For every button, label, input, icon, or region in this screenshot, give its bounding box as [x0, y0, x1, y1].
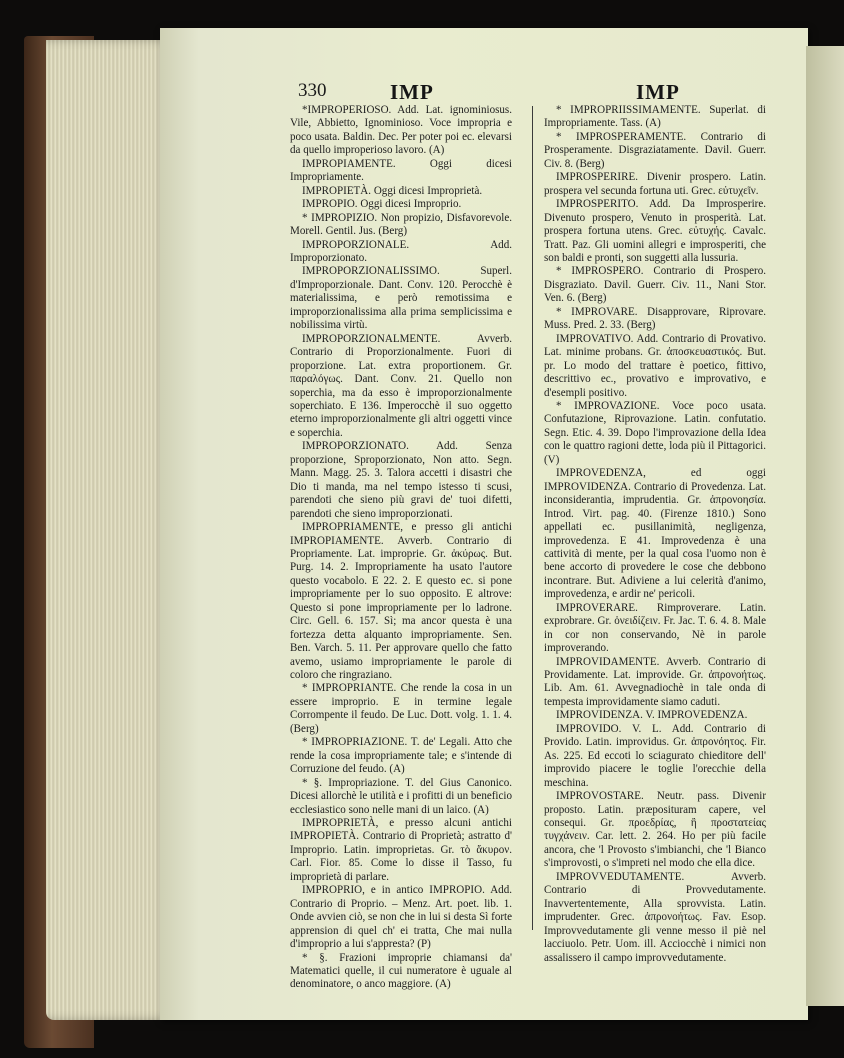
entry-definition: Neutr. pass. Divenir proposto. Latin. præposituram capere, vel consequi. Gr. προεδρίας, ἢ προστατείας τυγχάνειν. Car. lett. 2. 264. Ho per più facile ancora, che 'l Provosto s'imbianchi, che 'l Bianco s'improvosti, o s'impreti nel modo che ella dice. [544, 790, 766, 870]
dictionary-entry [544, 306, 766, 333]
entry-definition: Add. Improporzionato. [290, 238, 512, 264]
entry-definition: Disapprovare, Riprovare. Muss. Pred. 2. 33. (Berg) [544, 305, 766, 332]
entry-headword: IMPROVIDAMENTE. [556, 655, 660, 668]
dictionary-entry [544, 871, 766, 965]
entry-definition: Add. Senza proporzione, Sproporzionato, Non atto. Segn. Mann. Magg. 25. 3. Talora accetti i disastri che Dio ti manda, ma nel tempo istesso ti scusi, parendoti che sieno più gravi de' tuoi difetti, parendoti che sieno improporzionati. [290, 440, 512, 520]
running-head-left: IMP [390, 80, 434, 104]
entry-headword: IMPROVIDENZA. [556, 709, 643, 722]
entry-headword: * IMPROPRIISSIMAMENTE. [556, 104, 701, 116]
entry-headword: * IMPROPRIANTE. [302, 682, 397, 695]
entry-definition: V. IMPROVEDENZA. [642, 709, 748, 722]
entry-headword: * IMPROPIZIO. [302, 211, 378, 224]
dictionary-entry [544, 467, 766, 602]
dictionary-entry [544, 333, 766, 400]
entry-definition: Divenir prospero. Latin. prospera vel secunda fortuna uti. Grec. εὐτυχεῖν. [544, 171, 766, 197]
column-divider [532, 106, 533, 930]
entry-headword: IMPROVOSTARE. [556, 790, 644, 803]
entry-headword: IMPROPRIETÀ, [302, 817, 379, 830]
dictionary-entry [544, 790, 766, 871]
entry-headword: IMPROPRIO, [302, 884, 365, 897]
running-head-right: IMP [636, 80, 680, 104]
entry-headword: * §. [302, 776, 323, 789]
dictionary-entry [544, 198, 766, 265]
entry-definition: Avverb. Contrario di Providamente. Lat. improvide. Gr. ἀπρονοήτως. Lib. Am. 61. Avvegnadiochè in tale onda di tempesta improvidamente siamo caduti. [544, 655, 766, 708]
dictionary-entry [290, 521, 512, 682]
entry-headword: * §. [302, 951, 328, 964]
dictionary-entry [290, 333, 512, 441]
entry-definition: e in antico IMPROPIO. Add. Contrario di Proprio. – Menz. Art. poet. lib. 1. Onde avvien ciò, se non che in lui si desta Sì forte apprension di quel ch' ei tratta, Che mai nulla d'improprio a lui s'appresta? (P) [290, 884, 512, 951]
dictionary-entry [290, 952, 512, 992]
entry-headword: IMPROPORZIONALMENTE. [302, 332, 441, 345]
entry-definition: e presso gli antichi IMPROPIAMENTE. Avverb. Contrario di Propriamente. Lat. improprie. Gr. ἀκύρως. But. Purg. 14. 2. Impropriamente ha usato l'autore questo vocabolo. E 22. 2. E questo ec. si pone impropriamente per lo suo opposito. E altrove: Questo si pone impropriamente per lo ladrone. Circ. Gell. 6. 157. Sì; ma ancor questa è una fortezza detta alquanto impropriamente. Sen. Ben. Varch. 5. 11. Per approvare quello che fatto avemo, usiamo impropriamente le parole di coloro che ringraziano. [290, 521, 512, 682]
dictionary-entry [290, 212, 512, 239]
entry-definition: Contrario di Prosperamente. Disgraziatamente. Davil. Guerr. Civ. 8. (Berg) [544, 130, 766, 170]
entry-definition: Add. Lat. ignominiosus. Vile, Abbietto, Ignominioso. Voce impropria e poco usata. Baldin. Dec. Per poter poi ec. elevarsi da quello improperioso lavoro. (A) [290, 104, 512, 157]
entry-definition: Superl. d'Improporzionale. Dant. Conv. 120. Perocchè è materialissima, e però remotissima e improporzionalissima alla prima semplicissima e nobilissima virtù. [290, 265, 512, 332]
entry-definition: Non propizio, Disfavorevole. Morell. Gentil. Jus. (Berg) [290, 211, 512, 238]
entry-definition: Frazioni improprie chiamansi da' Matematici quelle, il cui numeratore è uguale al denominatore, o anco maggiore. (A) [290, 951, 512, 991]
entry-definition: Oggi dicesi Improprio. [357, 198, 462, 211]
entry-headword: IMPROVIDO. [556, 722, 622, 735]
entry-headword: IMPROPORZIONATO. [302, 440, 409, 453]
entry-headword: IMPROVEDENZA, [556, 467, 646, 480]
facing-page-edge [806, 46, 844, 1006]
dictionary-entry [290, 104, 512, 158]
entry-headword: IMPROPIAMENTE. [302, 157, 396, 170]
entry-headword: IMPROVERARE. [556, 601, 638, 614]
dictionary-entry [290, 682, 512, 736]
entry-headword: IMPROSPERITO. [556, 198, 639, 211]
entry-definition: Contrario di Prospero. Disgraziato. Davil. Guerr. Civ. 11., Nani Stor. Ven. 6. (Berg) [544, 265, 766, 305]
dictionary-entry [290, 158, 512, 185]
entry-headword: IMPROPORZIONALE. [302, 238, 410, 251]
entry-headword: * IMPROSPERAMENTE. [556, 130, 687, 143]
dictionary-entry [544, 709, 766, 722]
dictionary-entry [544, 265, 766, 305]
dictionary-entry [290, 817, 512, 884]
entry-definition: Impropriazione. T. del Gius Canonico. Dicesi allorchè le utilità e i profitti di un beneficio ecclesiastico sono nelle mani di un laico. (A) [290, 776, 512, 816]
dictionary-entry [290, 736, 512, 776]
dictionary-entry [290, 265, 512, 332]
entry-headword: IMPROPIETÀ. [302, 184, 372, 197]
dictionary-entry [544, 400, 766, 467]
dictionary-entry [290, 185, 512, 198]
entry-definition: Avverb. Contrario di Provvedutamente. Inavvertentemente, Alla sprovvista. Latin. imprudenter. Grec. ἀπρονοήτως. Fav. Esop. Improvvedutamente gli venne messo il piè nel lacciuolo. Petr. Uom. ill. Acciocchè i nimici non assalissero il campo improvvedutamente. [544, 870, 766, 964]
entry-definition: ed oggi IMPROVIDENZA. Contrario di Provedenza. Lat. inconsiderantia, imprudentia. Gr. ἀπρονοησία. Introd. Virt. pag. 40. (Firenze 1810.) Sono appellati ec. pusillanimità, negligenza, improvedenza. E 41. Improvedenza è una cattività di mente, per la qual cosa l'uomo non è bene accorto di provedere le cose che debbono incontrare. But. Adiviene a lui celerità d'animo, improvedenza, e ardir ne' pericoli. [544, 467, 766, 601]
entry-definition: Superlat. di Impropriamente. Tass. (A) [544, 104, 766, 130]
entry-definition: Rimproverare. Latin. exprobrare. Gr. ὀνειδίζειν. Fr. Jac. T. 6. 4. 8. Male in cor non conservando, Nè in parole improverando. [544, 601, 766, 655]
entry-definition: V. L. Add. Contrario di Provido. Latin. improvidus. Gr. ἀπρονόητος. Fir. As. 225. Ed eccoti lo sciagurato chieditore dell' improvido piacere le toglie l'orecchie della meschina. [544, 722, 766, 789]
entry-headword: IMPROPIO. [302, 198, 358, 211]
entry-definition: Avverb. Contrario di Proporzionalmente. Fuori di proporzione. Lat. extra proportionem. Gr. παραλόγως. Dant. Conv. 21. Quello non soperchia, ma da esso è improporzionalmente soperchiato. E 136. Imperocchè il suo oggetto eterno improporzionalmente gli altri oggetti vince e soperchia. [290, 332, 512, 439]
entry-definition: T. de' Legali. Atto che rende la cosa impropriamente tale; e s'intende di Corruzione del feudo. (A) [290, 736, 512, 776]
left-column [290, 104, 512, 992]
entry-headword: IMPROVVEDUTAMENTE. [556, 870, 685, 883]
entry-headword: * IMPROVARE. [556, 305, 638, 318]
dictionary-entry [544, 131, 766, 171]
entry-headword: * IMPROSPERO. [556, 265, 644, 278]
entry-headword: IMPROPORZIONALISSIMO. [302, 265, 440, 278]
page-edges [46, 40, 176, 1020]
dictionary-entry [290, 884, 512, 951]
entry-definition: Add. Da Improsperire. Divenuto prospero, Venuto in prosperità. Lat. prospera fortuna utens. Grec. εὐτυχής. Cavalc. Tratt. Paz. Gli uomini allegri e improsperiti, che son baldi e pronti, son suggetti alla lussuria. [544, 198, 766, 264]
entry-definition: Oggi dicesi Impropriamente. [290, 157, 512, 184]
dictionary-entry [544, 723, 766, 790]
dictionary-entry [290, 239, 512, 266]
right-column [544, 104, 766, 965]
dictionary-entry [290, 777, 512, 817]
entry-definition: e presso alcuni antichi IMPROPIETÀ. Contrario di Proprietà; astratto d' Improprio. Latin. improprietas. Gr. τὸ ἄκυρον. Carl. Fior. 85. Come lo disse il Tasso, fu improprietà di parlare. [290, 817, 512, 883]
dictionary-entry [544, 171, 766, 198]
dictionary-entry [544, 104, 766, 131]
page-number: 330 [298, 80, 327, 101]
dictionary-entry [544, 656, 766, 710]
dictionary-entry [544, 602, 766, 656]
entry-headword: IMPROPRIAMENTE, [302, 521, 403, 534]
dictionary-entry [290, 440, 512, 521]
entry-definition: Voce poco usata. Confutazione, Riprovazione. Latin. confutatio. Segn. Etic. 4. 39. Dopo l'improvazione della Idea con le quattro ragioni dette, loda più il Pittagorici. (V) [544, 399, 766, 466]
entry-headword: IMPROVATIVO. [556, 332, 634, 345]
entry-headword: *IMPROPERIOSO. [302, 104, 392, 116]
entry-headword: * IMPROPRIAZIONE. [302, 736, 408, 749]
entry-definition: Oggi dicesi Improprietà. [371, 184, 483, 197]
dictionary-entry [290, 198, 512, 211]
entry-definition: Che rende la cosa in un essere improprio. E in termine legale Corrompente il feudo. De Luc. Dott. volg. 1. 1. 4. (Berg) [290, 682, 512, 735]
entry-headword: IMPROSPERIRE. [556, 171, 638, 184]
entry-headword: * IMPROVAZIONE. [556, 399, 660, 412]
entry-definition: Add. Contrario di Provativo. Lat. minime probans. Gr. ἀποσκευαστικός. But. pr. Lo modo del trattare è poetico, fittivo, descrittivo ec., provativo e improvativo, e d'esempli positivo. [544, 332, 766, 399]
